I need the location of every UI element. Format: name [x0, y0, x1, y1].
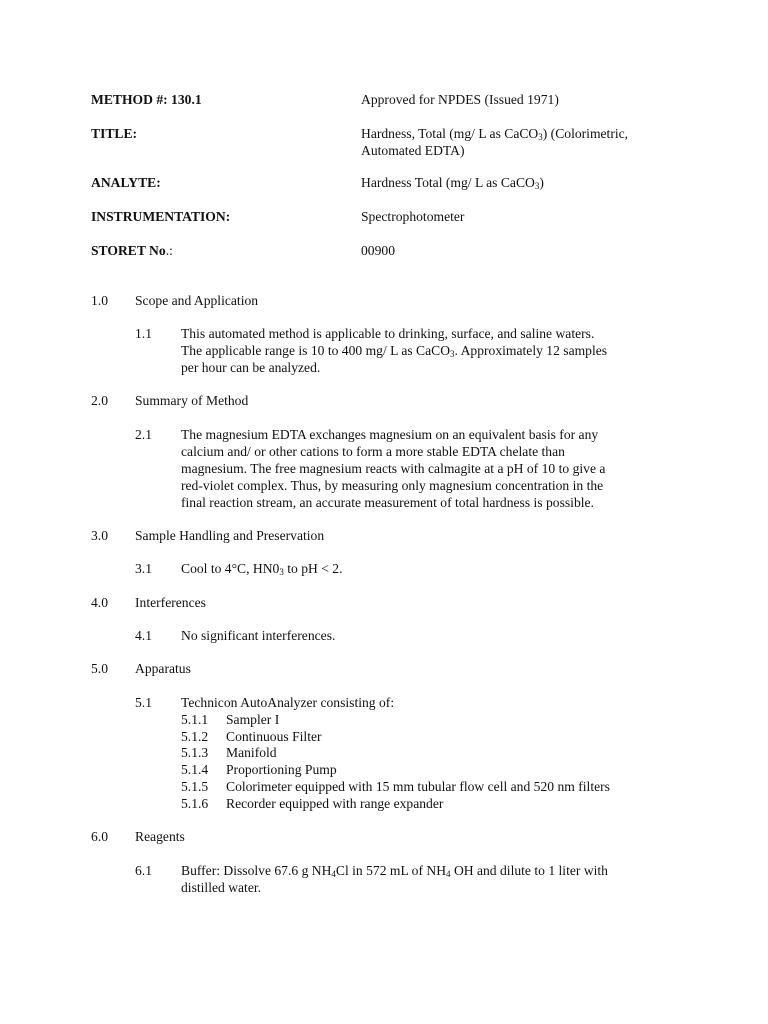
instrumentation-value: Spectrophotometer	[361, 209, 465, 224]
list-item-text: Proportioning Pump	[226, 762, 337, 777]
section-title: Sample Handling and Preservation	[135, 528, 325, 543]
list-item-text: Colorimeter equipped with 15 mm tubular flow cell and 520 nm filters	[226, 779, 610, 794]
list-item-number: 5.1.3	[181, 745, 209, 760]
list-item-text: Continuous Filter	[226, 729, 322, 744]
section-number: 4.0	[91, 595, 108, 610]
section-number: 3.0	[91, 528, 108, 543]
paragraph-text: Buffer: Dissolve 67.6 g $NH_4Cl$ in 572 mL of $NH_4$ OH and dilute to 1 liter with distilled water.	[181, 863, 608, 895]
list-item-number: 5.1.6	[181, 796, 209, 811]
method-value: Approved for NPDES (Issued 1971)	[361, 92, 559, 107]
storet-label: STORET No.:	[91, 243, 173, 258]
list-item-number: 5.1.5	[181, 779, 209, 794]
method-label: METHOD #: 130.1	[91, 92, 202, 107]
paragraph-number: 5.1	[135, 695, 152, 710]
list-item-text: Recorder equipped with range expander	[226, 796, 444, 811]
section-number: 5.0	[91, 661, 108, 676]
instrumentation-label: INSTRUMENTATION:	[91, 209, 231, 224]
section-number: 1.0	[91, 293, 108, 308]
section-title: Apparatus	[135, 661, 191, 676]
paragraph-number: 6.1	[135, 863, 152, 878]
paragraph-number: 1.1	[135, 326, 152, 341]
paragraph-text: No significant interferences.	[181, 628, 336, 643]
section-title: Summary of Method	[135, 393, 249, 408]
title-label: TITLE:	[91, 126, 138, 141]
storet-value: 00900	[361, 243, 395, 258]
analyte-label: ANALYTE:	[91, 175, 161, 190]
section-number: 6.0	[91, 829, 108, 844]
list-item-text: Sampler I	[226, 712, 280, 727]
title-value: Hardness, Total (mg/ L as CaCO$_3$) (Colorimetric, Automated EDTA)	[361, 126, 629, 158]
list-item-number: 5.1.2	[181, 729, 209, 744]
list-item-number: 5.1.1	[181, 712, 209, 727]
section-number: 2.0	[91, 393, 108, 408]
paragraph-number: 3.1	[135, 561, 152, 576]
paragraph-text: The magnesium EDTA exchanges magnesium on an equivalent basis for any calcium and/ or other cations to form a more stable EDTA chelate than magnesium. The free magnesium reacts with calmagite at a pH of 10 to give a red-violet complex. Thus, by measuring only magnesium concentration in the final reaction stream, an accurate measurement of total hardness is possible.	[181, 427, 606, 510]
paragraph-text: Cool to 4°C, $HN0_3$ to pH < 2.	[181, 561, 343, 577]
list-item-text: Manifold	[226, 745, 277, 760]
paragraph-text: This automated method is applicable to drinking, surface, and saline waters. The applicable range is 10 to 400 mg/ L as CaCO$_3$. Approximately 12 samples per hour can be analyzed.	[181, 326, 608, 375]
list-item-number: 5.1.4	[181, 762, 209, 777]
section-title: Scope and Application	[135, 293, 259, 308]
paragraph-number: 2.1	[135, 427, 152, 442]
section-title: Reagents	[135, 829, 185, 844]
paragraph-text: Technicon AutoAnalyzer consisting of:	[181, 695, 395, 710]
paragraph-number: 4.1	[135, 628, 152, 643]
section-title: Interferences	[135, 595, 206, 610]
analyte-value: Hardness Total (mg/ L as CaCO$_3$)	[361, 175, 544, 191]
